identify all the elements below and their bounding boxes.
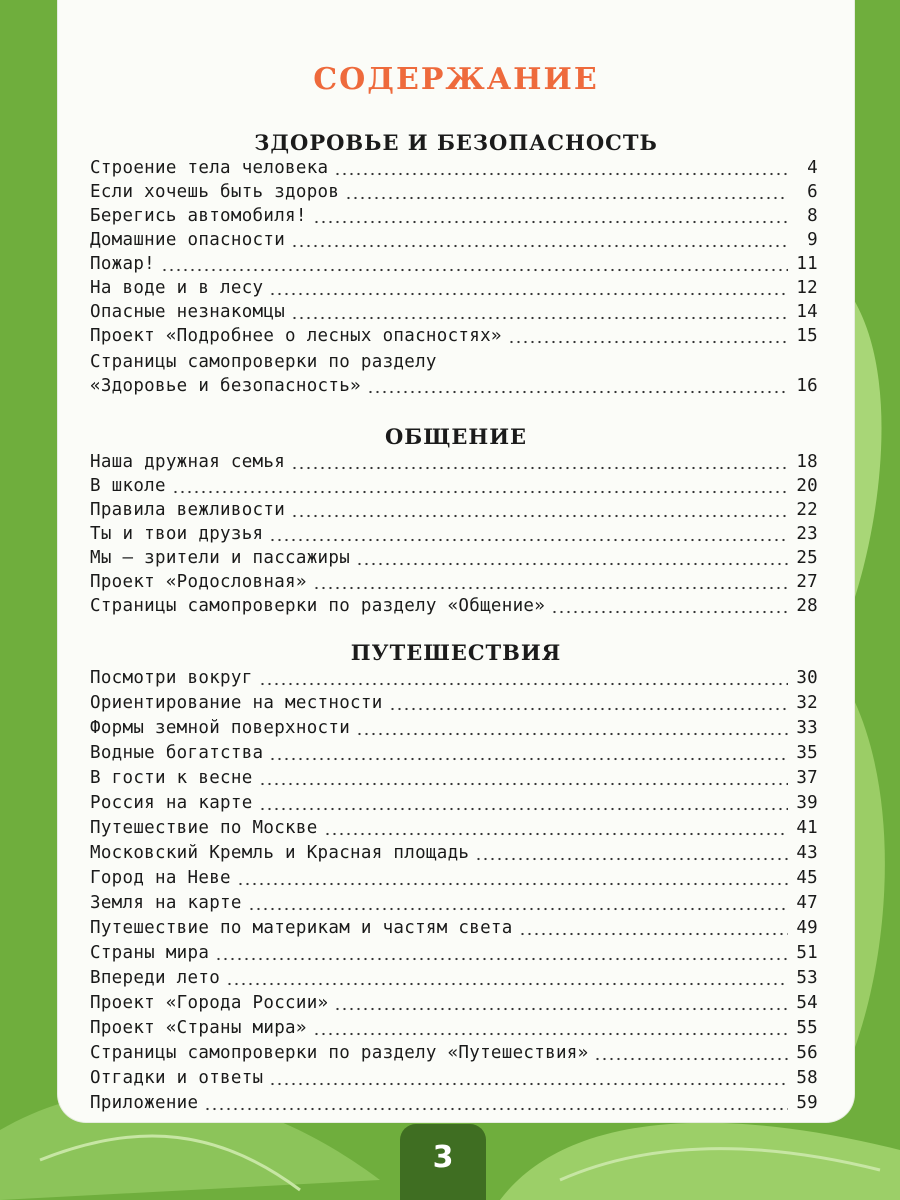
toc-item-label: На воде и в лесу xyxy=(90,278,264,298)
dot-leader xyxy=(226,982,788,986)
toc-item-label: Домашние опасности xyxy=(90,230,286,250)
toc-item-page: 9 xyxy=(807,230,818,250)
toc-item[interactable] xyxy=(90,254,818,278)
toc-item[interactable] xyxy=(90,326,818,350)
toc-item-page: 20 xyxy=(796,476,818,496)
dot-leader xyxy=(269,1082,788,1086)
toc-item[interactable] xyxy=(90,943,818,967)
toc-item-page: 16 xyxy=(796,376,818,396)
toc-item-page: 37 xyxy=(796,768,818,788)
toc-item-label: Страницы самопроверки по разделу «Путешествия» xyxy=(90,1043,589,1063)
toc-item-label: Проект «Родословная» xyxy=(90,572,307,592)
toc-item-page: 25 xyxy=(796,548,818,568)
toc-item[interactable] xyxy=(90,968,818,992)
toc-item[interactable] xyxy=(90,743,818,767)
toc-item-label: Строение тела человека xyxy=(90,158,329,178)
dot-leader xyxy=(161,268,788,272)
toc-item-label: Страны мира xyxy=(90,943,210,963)
toc-item-page: 33 xyxy=(796,718,818,738)
toc-item-page: 23 xyxy=(796,524,818,544)
toc-item-label: Земля на карте xyxy=(90,893,242,913)
toc-item-label: В школе xyxy=(90,476,166,496)
toc-item[interactable] xyxy=(90,278,818,302)
toc-item-label: Проект «Города России» xyxy=(90,993,329,1013)
dot-leader xyxy=(345,196,788,200)
toc-item-label: Город на Неве xyxy=(90,868,231,888)
toc-page xyxy=(58,0,854,1122)
dot-leader xyxy=(334,1007,788,1011)
page-number-badge xyxy=(400,1124,486,1200)
toc-item-label: Водные богатства xyxy=(90,743,264,763)
toc-item-page: 58 xyxy=(796,1068,818,1088)
dot-leader xyxy=(269,757,788,761)
toc-item[interactable] xyxy=(90,893,818,917)
toc-item[interactable] xyxy=(90,158,818,182)
toc-item[interactable] xyxy=(90,182,818,206)
toc-item[interactable] xyxy=(90,476,818,500)
section-heading-travel: ПУТЕШЕСТВИЯ xyxy=(350,640,562,665)
dot-leader xyxy=(313,220,788,224)
toc-item-label: В гости к весне xyxy=(90,768,253,788)
toc-item[interactable] xyxy=(90,376,818,400)
dot-leader xyxy=(508,340,788,344)
toc-item-page: 35 xyxy=(796,743,818,763)
dot-leader xyxy=(215,957,788,961)
toc-item-page: 30 xyxy=(796,668,818,688)
dot-leader xyxy=(313,1032,788,1036)
toc-item[interactable] xyxy=(90,1018,818,1042)
toc-item[interactable] xyxy=(90,548,818,572)
toc-item-page: 39 xyxy=(796,793,818,813)
dot-leader xyxy=(356,732,788,736)
dot-leader xyxy=(172,490,788,494)
dot-leader xyxy=(594,1057,788,1061)
toc-item-label: Россия на карте xyxy=(90,793,253,813)
dot-leader xyxy=(259,807,788,811)
toc-item-label: Страницы самопроверки по разделу «Общение» xyxy=(90,596,546,616)
toc-item-label: Приложение xyxy=(90,1093,199,1113)
toc-item-label: Впереди лето xyxy=(90,968,221,988)
toc-item-page: 54 xyxy=(796,993,818,1013)
toc-item-label: «Здоровье и безопасность» xyxy=(90,376,361,396)
toc-item[interactable] xyxy=(90,793,818,817)
toc-item-page: 14 xyxy=(796,302,818,322)
toc-item-page: 11 xyxy=(796,254,818,274)
toc-item[interactable] xyxy=(90,718,818,742)
dot-leader xyxy=(259,782,788,786)
toc-item-label: Страницы самопроверки по разделу xyxy=(90,352,437,372)
toc-item-page: 8 xyxy=(807,206,818,226)
toc-item-line1 xyxy=(90,352,818,376)
toc-item-page: 27 xyxy=(796,572,818,592)
toc-item-page: 56 xyxy=(796,1043,818,1063)
dot-leader xyxy=(334,172,788,176)
dot-leader xyxy=(237,882,788,886)
toc-item-page: 49 xyxy=(796,918,818,938)
toc-item[interactable] xyxy=(90,452,818,476)
toc-item-label: Если хочешь быть здоров xyxy=(90,182,340,202)
toc-item[interactable] xyxy=(90,206,818,230)
toc-item-page: 18 xyxy=(796,452,818,472)
dot-leader xyxy=(291,244,788,248)
toc-item-label: Проект «Подробнее о лесных опасностях» xyxy=(90,326,502,346)
toc-item-label: Отгадки и ответы xyxy=(90,1068,264,1088)
section-heading-communication: ОБЩЕНИЕ xyxy=(384,424,528,449)
toc-item[interactable] xyxy=(90,1093,818,1117)
toc-item-label: Формы земной поверхности xyxy=(90,718,351,738)
toc-item-page: 4 xyxy=(807,158,818,178)
page-number: 3 xyxy=(432,1140,454,1175)
toc-item[interactable] xyxy=(90,596,818,620)
toc-item-label: Правила вежливости xyxy=(90,500,286,520)
toc-item[interactable] xyxy=(90,868,818,892)
dot-leader xyxy=(204,1107,788,1111)
dot-leader xyxy=(551,610,788,614)
toc-item[interactable] xyxy=(90,768,818,792)
toc-item[interactable] xyxy=(90,524,818,548)
page-title: СОДЕРЖАНИЕ xyxy=(313,62,599,97)
toc-item-page: 47 xyxy=(796,893,818,913)
dot-leader xyxy=(269,538,788,542)
toc-item-page: 6 xyxy=(807,182,818,202)
toc-item-label: Московский Кремль и Красная площадь xyxy=(90,843,470,863)
toc-item-label: Проект «Страны мира» xyxy=(90,1018,307,1038)
toc-item[interactable] xyxy=(90,993,818,1017)
toc-item-page: 43 xyxy=(796,843,818,863)
toc-item[interactable] xyxy=(90,818,818,842)
toc-item-label: Берегись автомобиля! xyxy=(90,206,307,226)
dot-leader xyxy=(248,907,788,911)
toc-item[interactable] xyxy=(90,1043,818,1067)
toc-item[interactable] xyxy=(90,843,818,867)
toc-item-label: Ориентирование на местности xyxy=(90,693,383,713)
toc-item[interactable] xyxy=(90,668,818,692)
toc-item-label: Путешествие по Москве xyxy=(90,818,318,838)
toc-item[interactable] xyxy=(90,693,818,717)
toc-item-label: Посмотри вокруг xyxy=(90,668,253,688)
toc-item-label: Ты и твои друзья xyxy=(90,524,264,544)
toc-item-label: Пожар! xyxy=(90,254,156,274)
toc-item-page: 22 xyxy=(796,500,818,520)
dot-leader xyxy=(259,682,788,686)
dot-leader xyxy=(356,562,788,566)
dot-leader xyxy=(475,857,788,861)
toc-item-label: Путешествие по материкам и частям света xyxy=(90,918,513,938)
dot-leader xyxy=(291,316,788,320)
toc-item-page: 55 xyxy=(796,1018,818,1038)
toc-item-page: 59 xyxy=(796,1093,818,1113)
toc-item-page: 51 xyxy=(796,943,818,963)
toc-item[interactable] xyxy=(90,500,818,524)
dot-leader xyxy=(389,707,788,711)
dot-leader xyxy=(291,466,788,470)
toc-item-page: 28 xyxy=(796,596,818,616)
toc-item[interactable] xyxy=(90,572,818,596)
dot-leader xyxy=(519,932,788,936)
toc-item-page: 12 xyxy=(796,278,818,298)
toc-item[interactable] xyxy=(90,230,818,254)
toc-item-page: 41 xyxy=(796,818,818,838)
dot-leader xyxy=(313,586,788,590)
toc-item[interactable] xyxy=(90,1068,818,1092)
toc-item-page: 53 xyxy=(796,968,818,988)
toc-item-page: 15 xyxy=(796,326,818,346)
toc-item-label: Мы — зрители и пассажиры xyxy=(90,548,351,568)
toc-item-page: 45 xyxy=(796,868,818,888)
dot-leader xyxy=(269,292,788,296)
toc-item[interactable] xyxy=(90,302,818,326)
dot-leader xyxy=(291,514,788,518)
toc-item-label: Опасные незнакомцы xyxy=(90,302,286,322)
toc-item[interactable] xyxy=(90,918,818,942)
section-heading-health: ЗДОРОВЬЕ И БЕЗОПАСНОСТЬ xyxy=(254,130,658,155)
dot-leader xyxy=(324,832,788,836)
toc-item-page: 32 xyxy=(796,693,818,713)
dot-leader xyxy=(367,390,788,394)
toc-item-label: Наша дружная семья xyxy=(90,452,286,472)
